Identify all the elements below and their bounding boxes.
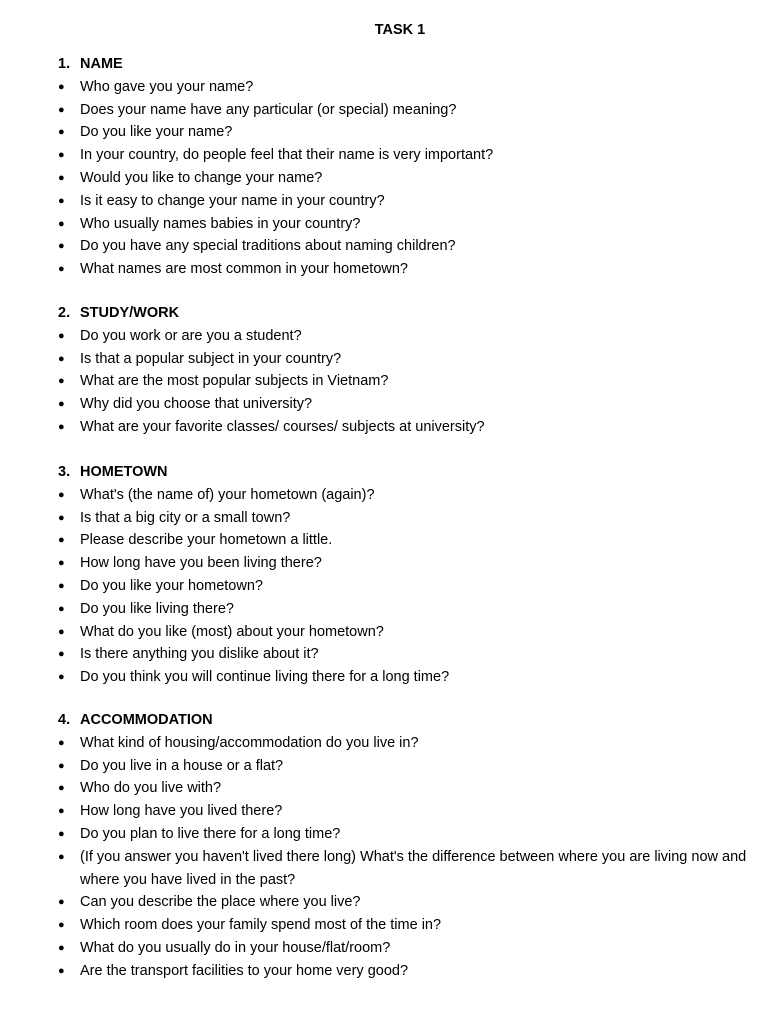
question-text: Is that a big city or a small town? [80, 509, 291, 526]
bullet-icon: ● [58, 648, 65, 661]
list-item [58, 76, 768, 99]
bullet-icon: ● [58, 602, 65, 615]
list-item [58, 800, 768, 823]
list-item [58, 144, 768, 167]
question-text: Which room does your family spend most of the time in? [80, 917, 442, 934]
question-text: What do you like (most) about your hometown? [80, 623, 384, 640]
section-heading [58, 709, 768, 732]
list-item [58, 552, 768, 575]
bullet-icon: ● [58, 511, 65, 524]
page-title: TASK 1 [374, 22, 426, 38]
section-title: ACCOMMODATION [80, 712, 213, 728]
question-text: How long have you been living there? [80, 555, 322, 572]
bullet-icon: ● [58, 194, 65, 207]
list-item [58, 666, 768, 689]
question-text: Are the transport facilities to your home very good? [80, 962, 409, 979]
question-text: Do you like living there? [80, 600, 234, 617]
question-text: What are your favorite classes/ courses/ subjects at university? [80, 418, 485, 435]
list-item [58, 190, 768, 213]
question-text: Do you like your hometown? [80, 577, 263, 594]
list-item [58, 325, 768, 348]
question-text: Who gave you your name? [80, 78, 254, 95]
question-list [58, 484, 768, 689]
bullet-icon: ● [58, 782, 65, 795]
question-text: Who do you live with? [80, 780, 222, 797]
question-text: Is it easy to change your name in your country? [80, 192, 385, 209]
bullet-icon: ● [58, 171, 65, 184]
section-hometown [58, 461, 768, 689]
question-text: Does your name have any particular (or special) meaning? [80, 101, 457, 118]
question-text: What's (the name of) your hometown (again)? [80, 486, 375, 503]
bullet-icon: ● [58, 80, 65, 93]
question-text: Please describe your hometown a little. [80, 532, 333, 549]
bullet-icon: ● [58, 375, 65, 388]
list-item [58, 484, 768, 507]
list-item [58, 416, 768, 439]
question-text: Do you live in a house or a flat? [80, 757, 284, 774]
bullet-icon: ● [58, 759, 65, 772]
list-item [58, 121, 768, 144]
section-heading [58, 461, 768, 484]
list-item [58, 777, 768, 800]
bullet-icon: ● [58, 420, 65, 433]
list-item [58, 213, 768, 236]
list-item [58, 891, 768, 914]
list-item [58, 258, 768, 281]
bullet-icon: ● [58, 352, 65, 365]
bullet-icon: ● [58, 736, 65, 749]
section-heading [58, 53, 768, 76]
question-text: Can you describe the place where you live? [80, 894, 361, 911]
section-study-work [58, 302, 768, 439]
bullet-icon: ● [58, 217, 65, 230]
list-item [58, 99, 768, 122]
section-heading [58, 302, 768, 325]
question-text: Is there anything you dislike about it? [80, 646, 319, 663]
list-item [58, 732, 768, 755]
question-text: How long have you lived there? [80, 803, 283, 820]
list-item [58, 755, 768, 778]
bullet-icon: ● [58, 534, 65, 547]
list-item [58, 823, 768, 846]
bullet-icon: ● [58, 557, 65, 570]
bullet-icon: ● [58, 941, 65, 954]
question-text: Who usually names babies in your country? [80, 215, 361, 232]
question-text: Would you like to change your name? [80, 169, 323, 186]
list-item [58, 598, 768, 621]
section-name [58, 53, 768, 281]
question-text: What names are most common in your hometown? [80, 261, 408, 278]
section-number: 1. [58, 56, 71, 72]
list-item [58, 348, 768, 371]
bullet-icon: ● [58, 625, 65, 638]
question-text: (If you answer you haven't lived there long) What's the difference between where you are living now and where you have lived in the past? [80, 848, 747, 888]
question-text: What do you usually do in your house/flat/room? [80, 939, 391, 956]
bullet-icon: ● [58, 240, 65, 253]
list-item [58, 643, 768, 666]
list-item [58, 621, 768, 644]
list-item [58, 529, 768, 552]
question-text: In your country, do people feel that their name is very important? [80, 147, 494, 164]
list-item [58, 370, 768, 393]
list-item [58, 575, 768, 598]
bullet-icon: ● [58, 488, 65, 501]
list-item [58, 507, 768, 530]
section-number: 3. [58, 464, 71, 480]
section-accommodation [58, 709, 768, 983]
question-text: Do you like your name? [80, 124, 233, 141]
question-list [58, 325, 768, 439]
question-text: Do you have any special traditions about naming children? [80, 238, 456, 255]
section-title: STUDY/WORK [80, 305, 180, 321]
bullet-icon: ● [58, 103, 65, 116]
bullet-icon: ● [58, 827, 65, 840]
section-number: 2. [58, 305, 71, 321]
list-item [58, 235, 768, 258]
section-title: NAME [80, 56, 123, 72]
question-list [58, 732, 768, 983]
section-number: 4. [58, 712, 71, 728]
question-list [58, 76, 768, 281]
bullet-icon: ● [58, 896, 65, 909]
bullet-icon: ● [58, 263, 65, 276]
list-item [58, 960, 768, 983]
question-text: Is that a popular subject in your country? [80, 350, 342, 367]
section-title: HOMETOWN [80, 464, 168, 480]
bullet-icon: ● [58, 126, 65, 139]
bullet-icon: ● [58, 329, 65, 342]
bullet-icon: ● [58, 149, 65, 162]
bullet-icon: ● [58, 671, 65, 684]
question-text: What kind of housing/accommodation do you live in? [80, 734, 419, 751]
bullet-icon: ● [58, 579, 65, 592]
list-item [58, 167, 768, 190]
list-item [58, 393, 768, 416]
list-item [58, 846, 768, 892]
bullet-icon: ● [58, 850, 65, 863]
list-item [58, 914, 768, 937]
question-text: Do you work or are you a student? [80, 327, 302, 344]
question-text: Why did you choose that university? [80, 396, 313, 413]
bullet-icon: ● [58, 964, 65, 977]
bullet-icon: ● [58, 919, 65, 932]
question-text: What are the most popular subjects in Vietnam? [80, 373, 389, 390]
bullet-icon: ● [58, 805, 65, 818]
question-text: Do you plan to live there for a long time? [80, 825, 341, 842]
question-text: Do you think you will continue living there for a long time? [80, 669, 450, 686]
list-item [58, 937, 768, 960]
bullet-icon: ● [58, 398, 65, 411]
